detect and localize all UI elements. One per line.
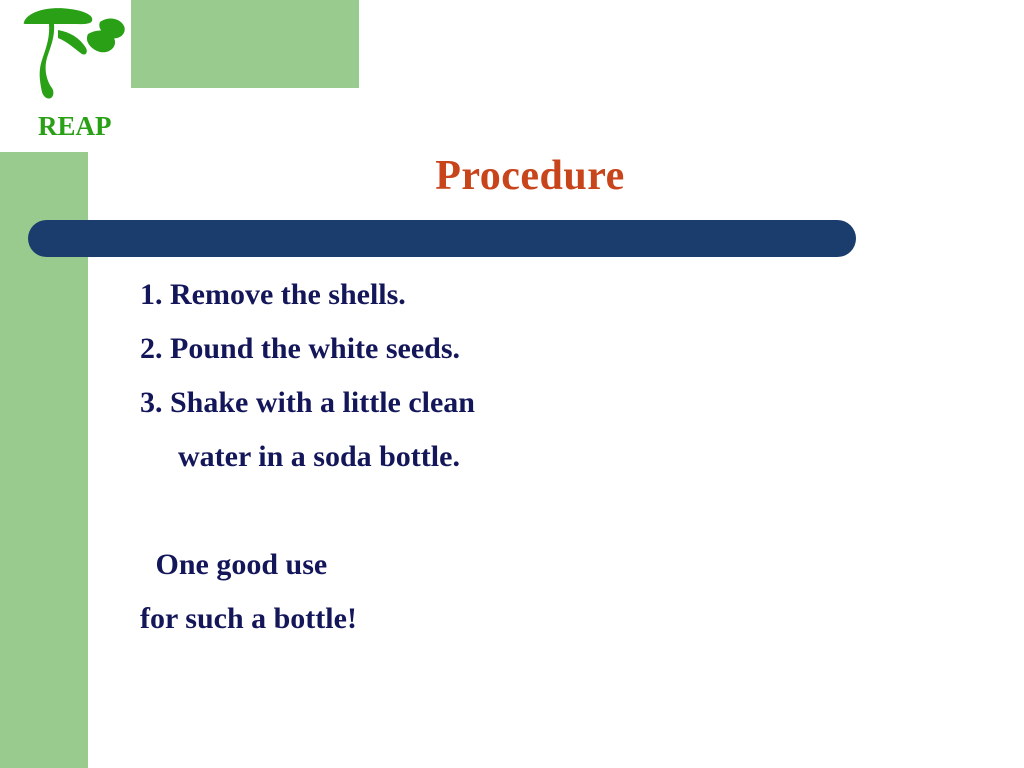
closing-line-two: for such a bottle! <box>140 602 357 635</box>
page-title: Procedure <box>435 153 625 199</box>
title-accent-bar <box>28 220 856 257</box>
list-item: 2. Pound the white seeds. <box>140 332 461 365</box>
list-item-continuation: water in a soda bottle. <box>178 440 460 473</box>
reap-logo <box>14 4 132 144</box>
tree-logo-icon <box>14 4 132 144</box>
green-decoration-top <box>131 0 359 88</box>
list-item: 1. Remove the shells. <box>140 278 406 311</box>
procedure-steps-list <box>140 268 940 646</box>
list-item: 3. Shake with a little clean <box>140 386 475 419</box>
paragraph-spacer <box>140 484 940 538</box>
svg-text:REAP: REAP <box>38 111 112 141</box>
closing-line-one: One good use <box>148 548 328 581</box>
